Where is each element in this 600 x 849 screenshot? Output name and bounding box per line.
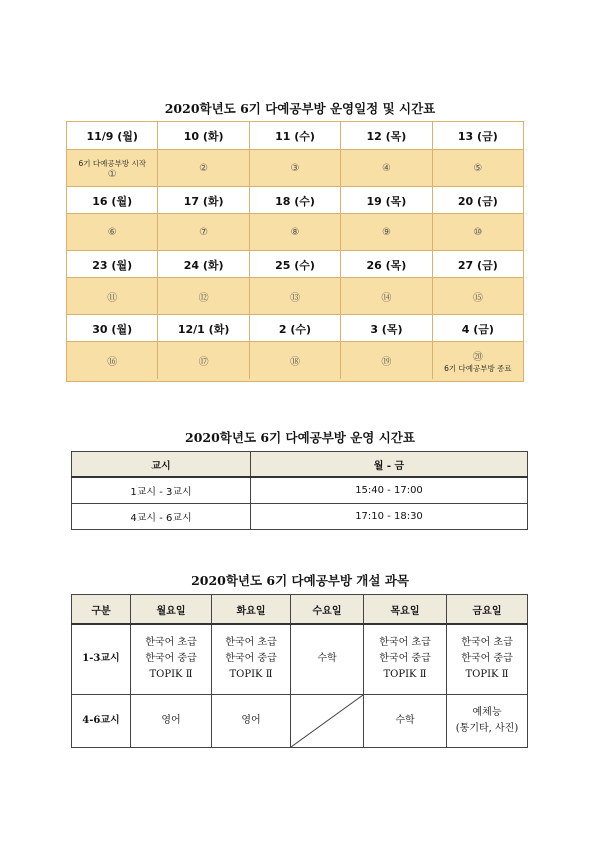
- calendar-session: [432, 342, 523, 379]
- calendar-date-row: [67, 314, 523, 342]
- session-number: ⑭: [340, 278, 431, 315]
- calendar-date: 3 (목): [340, 315, 431, 342]
- calendar-date: 24 (화): [157, 251, 248, 278]
- time-cell: 17:10 - 18:30: [251, 504, 528, 530]
- calendar-session-row: [67, 277, 523, 315]
- session-number: ⑯: [107, 357, 118, 368]
- column-header: 교시: [72, 452, 251, 478]
- calendar-date: 26 (목): [340, 251, 431, 278]
- subject-line: TOPIK Ⅱ: [149, 669, 193, 681]
- subject-cell-wed: 수학: [291, 624, 364, 694]
- subject-line: TOPIK Ⅱ: [229, 669, 273, 681]
- calendar-date: 13 (금): [432, 122, 523, 149]
- column-header: 금요일: [447, 595, 528, 625]
- calendar-date: 18 (수): [249, 187, 340, 214]
- calendar-date: 11/9 (월): [86, 129, 138, 143]
- column-header: 월 - 금: [251, 452, 528, 478]
- session-number: ⑩: [432, 214, 523, 251]
- subject-line: 한국어 중급: [225, 653, 277, 665]
- subject-cell-thu: [364, 624, 447, 694]
- calendar-session-row: [67, 213, 523, 251]
- subject-line: 예체능: [472, 706, 502, 718]
- session-number: ⑮: [432, 278, 523, 315]
- schedule-title: 2020학년도 6기 다예공부방 운영 시간표: [185, 430, 415, 445]
- table-header-row: [72, 452, 528, 478]
- period-label: 4-6교시: [72, 694, 131, 747]
- calendar-date: 17 (화): [157, 187, 248, 214]
- session-number: ⑦: [157, 214, 248, 251]
- subject-cell-tue: [212, 624, 291, 694]
- calendar-date: 16 (월): [92, 194, 133, 208]
- column-header: 목요일: [364, 595, 447, 625]
- calendar-date: 19 (목): [340, 187, 431, 214]
- session-number: ②: [157, 150, 248, 187]
- session-number: ⑨: [340, 214, 431, 251]
- subject-line: (통기타, 사진): [455, 722, 519, 734]
- calendar-date: 11 (수): [249, 122, 340, 149]
- table-row: [72, 624, 528, 694]
- period-label: 1-3교시: [72, 624, 131, 694]
- end-note: 6기 다예공부방 종료: [444, 363, 512, 373]
- session-number: ⑲: [340, 342, 431, 379]
- empty-slash-cell: [291, 694, 364, 747]
- calendar-date: 12 (목): [340, 122, 431, 149]
- calendar-session-row: [67, 149, 523, 187]
- subject-cell-fri: [447, 694, 528, 747]
- table-header-row: [72, 595, 528, 625]
- calendar-session-row: [67, 341, 523, 379]
- subject-line: TOPIK Ⅱ: [383, 669, 427, 681]
- subject-line: 한국어 초급: [145, 637, 197, 649]
- subject-line: 한국어 초급: [379, 637, 431, 649]
- session-number: ⑰: [157, 342, 248, 379]
- subject-line: TOPIK Ⅱ: [465, 669, 509, 681]
- calendar-date: 30 (월): [92, 322, 133, 336]
- subjects-table: [71, 594, 528, 748]
- session-number: ④: [340, 150, 431, 187]
- subjects-title: 2020학년도 6기 다예공부방 개설 과목: [191, 573, 409, 588]
- table-row: [72, 504, 528, 530]
- calendar-date-row: [67, 122, 523, 149]
- time-cell: 15:40 - 17:00: [251, 477, 528, 504]
- column-header: 화요일: [212, 595, 291, 625]
- subject-line: 한국어 중급: [379, 653, 431, 665]
- subject-cell-mon: 영어: [131, 694, 212, 747]
- calendar-date: 20 (금): [432, 187, 523, 214]
- session-number: ⑥: [107, 227, 117, 238]
- session-number: ①: [107, 168, 117, 180]
- calendar-date: 2 (수): [249, 315, 340, 342]
- session-number: ⑫: [157, 278, 248, 315]
- calendar-date: 12/1 (화): [157, 315, 248, 342]
- calendar-date: 25 (수): [249, 251, 340, 278]
- column-header: 월요일: [131, 595, 212, 625]
- calendar-date: 23 (월): [92, 258, 133, 272]
- table-row: [72, 477, 528, 504]
- session-number: ⑤: [432, 150, 523, 187]
- period-cell: 4교시 - 6교시: [72, 504, 251, 530]
- session-number: ③: [249, 150, 340, 187]
- subject-line: 한국어 중급: [145, 653, 197, 665]
- session-number: ⑱: [249, 342, 340, 379]
- subject-cell-thu: 수학: [364, 694, 447, 747]
- session-number: ⑪: [107, 293, 118, 304]
- column-header: 수요일: [291, 595, 364, 625]
- calendar-date-row: [67, 250, 523, 278]
- start-note: 6기 다예공부방 시작: [78, 158, 146, 168]
- calendar-title: 2020학년도 6기 다예공부방 운영일정 및 시간표: [164, 101, 436, 116]
- calendar-date: 27 (금): [432, 251, 523, 278]
- subject-cell-fri: [447, 624, 528, 694]
- subject-cell-mon: [131, 624, 212, 694]
- subject-line: 한국어 초급: [461, 637, 513, 649]
- subject-cell-tue: 영어: [212, 694, 291, 747]
- operating-calendar: [66, 121, 524, 382]
- subject-line: 한국어 초급: [225, 637, 277, 649]
- table-row: [72, 694, 528, 747]
- calendar-date-row: [67, 186, 523, 214]
- column-header: 구분: [72, 595, 131, 625]
- session-number: ⑳: [472, 351, 483, 363]
- calendar-session: [67, 150, 157, 187]
- calendar-date: 10 (화): [157, 122, 248, 149]
- subject-line: 한국어 중급: [461, 653, 513, 665]
- calendar-date: 4 (금): [432, 315, 523, 342]
- period-cell: 1교시 - 3교시: [72, 477, 251, 504]
- schedule-table: [71, 451, 528, 530]
- session-number: ⑧: [249, 214, 340, 251]
- diagonal-slash: [291, 695, 363, 747]
- session-number: ⑬: [249, 278, 340, 315]
